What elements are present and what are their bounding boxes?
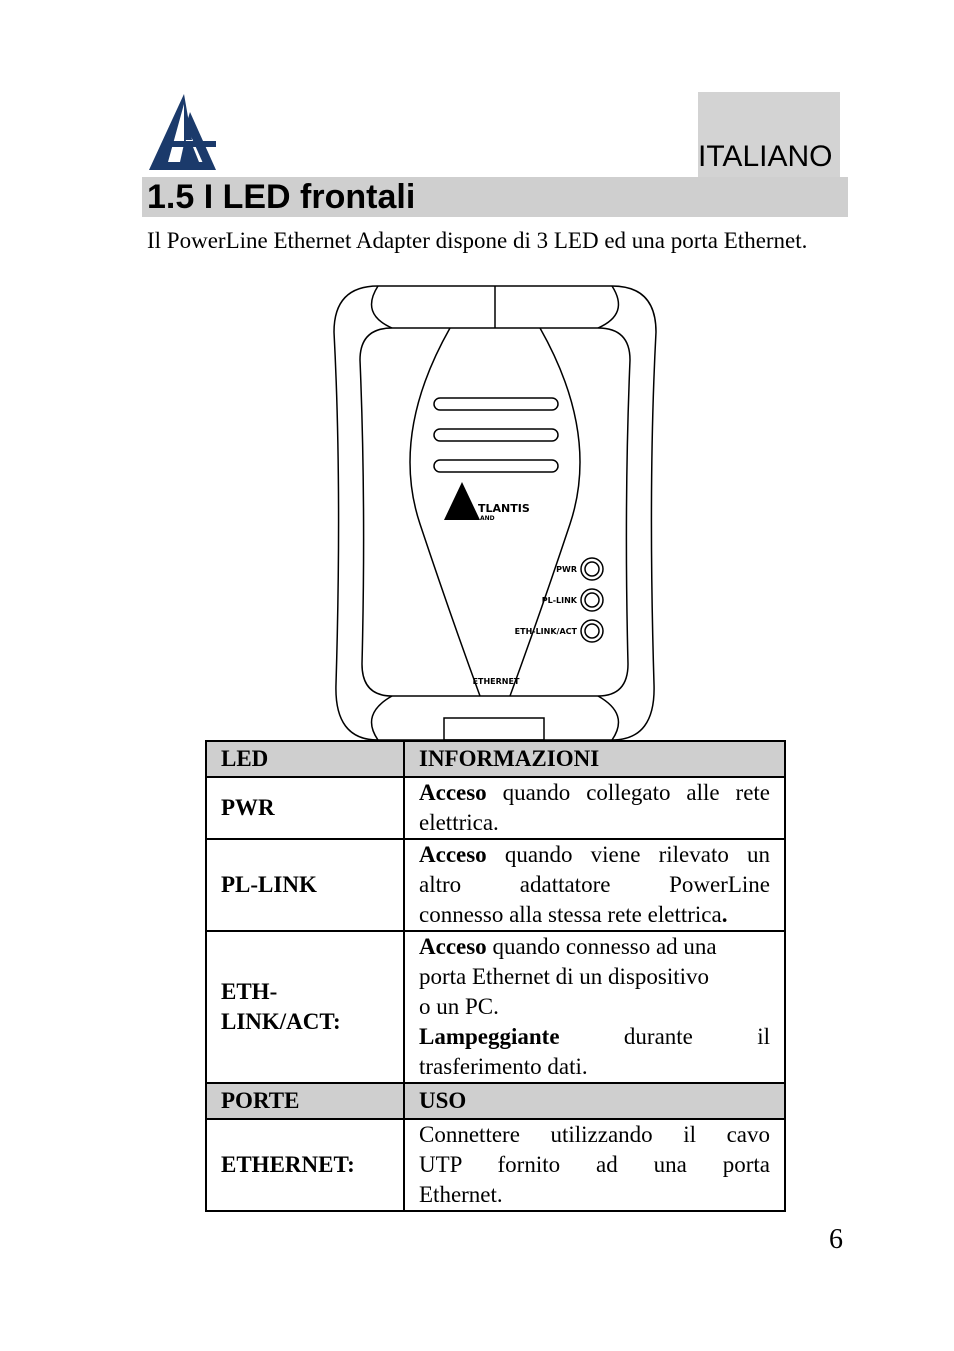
led-label-eth-link: ETH-LINK/ACT xyxy=(514,627,577,636)
device-logo-sub: AND xyxy=(480,515,495,522)
header-use: USO xyxy=(404,1083,785,1119)
desc-text: connesso alla stessa rete elettrica xyxy=(419,902,722,927)
desc-line: trasferimento dati. xyxy=(419,1054,588,1079)
table-header-row xyxy=(206,1083,785,1119)
row-desc-pl-link xyxy=(404,839,785,931)
led-label-pl-link: PL-LINK xyxy=(541,596,577,605)
header-info: INFORMAZIONI xyxy=(404,741,785,777)
label-line: LINK/ACT: xyxy=(221,1009,341,1034)
atlantis-logo-icon xyxy=(146,92,220,172)
desc-line: o un PC. xyxy=(419,994,499,1019)
bold-term: . xyxy=(721,902,728,927)
language-label: ITALIANO xyxy=(698,140,833,173)
table-row xyxy=(206,777,785,839)
table-row xyxy=(206,839,785,931)
desc-line xyxy=(419,840,770,870)
led-label-pwr: PWR xyxy=(556,565,577,574)
led-info-table xyxy=(205,740,786,1212)
header-led: LED xyxy=(206,741,404,777)
table-header-row xyxy=(206,741,785,777)
row-desc-ethernet xyxy=(404,1119,785,1211)
intro-paragraph: Il PowerLine Ethernet Adapter dispone di 3 LED ed una porta Ethernet. xyxy=(147,228,808,253)
desc-line: Ethernet. xyxy=(419,1182,503,1207)
device-logo-text: TLANTIS xyxy=(478,502,530,515)
bold-term: Acceso xyxy=(419,842,487,867)
desc-text: quando connesso ad una xyxy=(486,934,717,959)
powerline-adapter-illustration xyxy=(330,284,660,740)
table-row xyxy=(206,1119,785,1211)
desc-line: altro adattatore PowerLine xyxy=(419,872,770,897)
desc-text: durante il xyxy=(559,1024,770,1049)
section-title: 1.5 I LED frontali xyxy=(147,178,416,216)
bold-term: Lampeggiante xyxy=(419,1024,560,1049)
desc-line: porta Ethernet di un dispositivo xyxy=(419,964,710,989)
row-desc-eth-link xyxy=(404,931,785,1083)
label-line: ETH- xyxy=(221,979,278,1004)
desc-line xyxy=(419,1022,770,1052)
desc-line xyxy=(419,932,770,962)
row-desc-pwr xyxy=(404,777,785,839)
bold-term: Acceso xyxy=(419,780,487,805)
desc-text: quando viene rilevato un xyxy=(486,842,770,867)
row-label-ethernet: ETHERNET: xyxy=(206,1119,404,1211)
port-label: ETHERNET xyxy=(472,677,520,686)
desc-text: quando collegato alle rete elettrica. xyxy=(419,780,770,835)
bold-term: Acceso xyxy=(419,934,487,959)
row-label-pwr: PWR xyxy=(206,777,404,839)
desc-line xyxy=(419,902,727,927)
desc-line: UTP fornito ad una porta xyxy=(419,1152,770,1177)
table-row xyxy=(206,931,785,1083)
row-label-eth-link xyxy=(206,931,404,1083)
page-number: 6 xyxy=(829,1224,843,1255)
row-label-pl-link: PL-LINK xyxy=(206,839,404,931)
header-ports: PORTE xyxy=(206,1083,404,1119)
desc-line: Connettere utilizzando il cavo xyxy=(419,1122,770,1147)
